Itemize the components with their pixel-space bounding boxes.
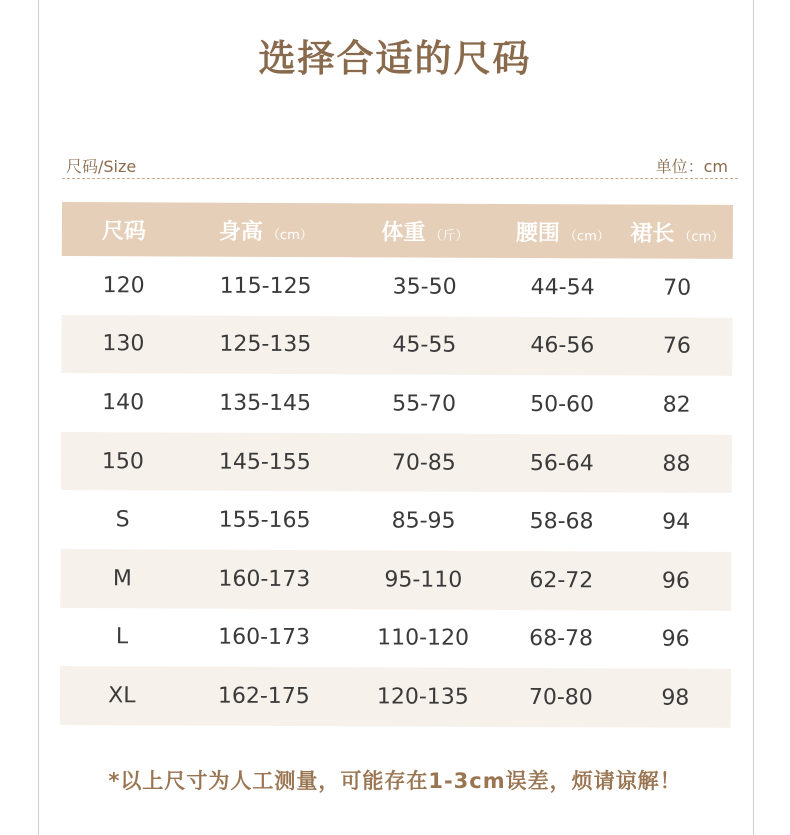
- cell-waist: 62-72: [529, 567, 594, 594]
- table-row: [60, 666, 731, 728]
- cell-waist: 58-68: [529, 509, 594, 535]
- cell-skirt-length: 88: [662, 451, 691, 477]
- cell-size: 150: [101, 448, 144, 474]
- size-chart-table: [60, 202, 733, 728]
- unit-label: 单位：cm: [655, 157, 728, 176]
- cell-height: 115-125: [219, 273, 312, 299]
- cell-height: 125-135: [219, 332, 312, 358]
- header-height: [186, 214, 346, 246]
- header-size: [62, 213, 186, 245]
- cell-skirt-length: 76: [662, 334, 691, 360]
- cell-skirt-length: 94: [662, 509, 691, 535]
- table-row: [60, 549, 731, 611]
- cell-size: S: [115, 507, 130, 533]
- right-border-line: [753, 0, 754, 835]
- cell-size: L: [115, 624, 129, 650]
- header-label: 尺码: [101, 218, 146, 244]
- header-weight: [346, 215, 504, 247]
- table-row: [60, 490, 731, 552]
- left-border-line: [38, 0, 39, 835]
- cell-weight: 85-95: [391, 508, 456, 534]
- cell-weight: 55-70: [392, 391, 457, 417]
- cell-weight: 35-50: [392, 274, 457, 300]
- cell-height: 162-175: [217, 683, 310, 710]
- header-label: 体重: [381, 219, 426, 246]
- page-title: 选择合适的尺码: [258, 37, 532, 80]
- table-row: [62, 256, 733, 318]
- cell-height: 155-165: [218, 507, 311, 534]
- table-row: [60, 608, 731, 670]
- cell-waist: 46-56: [530, 333, 595, 359]
- measurement-note: *以上尺寸为人工测量，可能存在1-3cm误差，烦请谅解！: [108, 769, 682, 793]
- cell-weight: 70-85: [391, 450, 456, 476]
- table-row: [61, 432, 732, 494]
- cell-size: 140: [102, 390, 145, 416]
- cell-weight: 110-120: [377, 625, 470, 652]
- cell-skirt-length: 70: [663, 275, 692, 301]
- cell-weight: 120-135: [376, 684, 469, 710]
- cell-skirt-length: 82: [662, 392, 691, 418]
- header-unit: （cm）: [678, 229, 725, 245]
- header-unit: （cm）: [266, 227, 313, 243]
- cell-waist: 56-64: [529, 450, 594, 476]
- cell-height: 135-145: [219, 390, 312, 417]
- cell-skirt-length: 96: [661, 568, 690, 594]
- table-row: [61, 373, 732, 435]
- header-label: 身高: [218, 219, 264, 245]
- cell-height: 160-173: [218, 566, 311, 592]
- cell-skirt-length: 98: [661, 685, 690, 711]
- header-waist: [504, 215, 622, 247]
- table-header: [62, 202, 733, 259]
- header-label: 裙长: [630, 220, 675, 247]
- cell-waist: 50-60: [530, 392, 595, 418]
- header-skirt-length: [622, 216, 733, 247]
- header-label: 腰围: [515, 220, 561, 246]
- meta-row: [62, 154, 738, 179]
- cell-waist: 70-80: [528, 684, 593, 711]
- size-label: 尺码/Size: [66, 157, 137, 176]
- cell-size: 130: [102, 331, 145, 357]
- cell-size: 120: [102, 272, 145, 299]
- table-row: [61, 315, 732, 377]
- cell-height: 160-173: [218, 625, 311, 651]
- cell-size: M: [112, 565, 132, 592]
- cell-weight: 95-110: [384, 567, 463, 593]
- header-unit: （cm）: [563, 228, 610, 244]
- cell-height: 145-155: [218, 449, 311, 475]
- cell-weight: 45-55: [392, 332, 457, 359]
- cell-size: XL: [108, 683, 136, 709]
- cell-waist: 68-78: [529, 626, 594, 652]
- cell-waist: 44-54: [530, 274, 595, 301]
- header-unit: （斤）: [429, 228, 469, 244]
- cell-skirt-length: 96: [661, 626, 690, 653]
